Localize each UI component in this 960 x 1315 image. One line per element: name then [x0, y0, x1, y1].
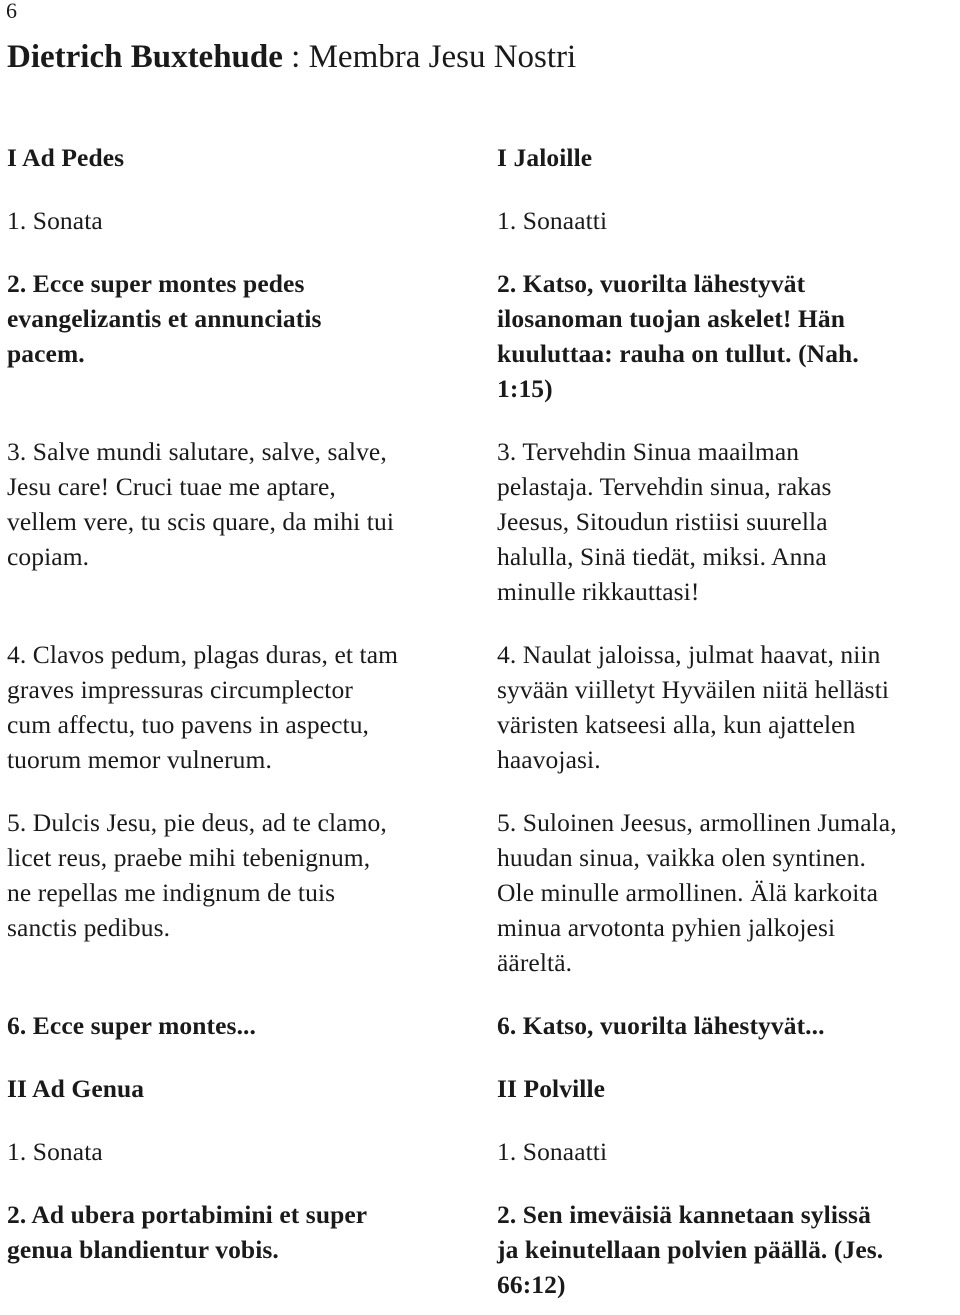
latin-s2-item1: 1. Sonata	[7, 1137, 103, 1166]
latin-section2-heading: II Ad Genua	[7, 1074, 145, 1103]
title-separator: :	[282, 39, 309, 75]
latin-s1-item4: 4. Clavos pedum, plagas duras, et tam graves impressuras circumplector cum affectu, tuo pavens in aspectu, tuorum memor vulnerum.	[7, 640, 399, 774]
latin-section1-heading: I Ad Pedes	[7, 143, 125, 172]
finnish-s1-item2: 2. Katso, vuorilta lähestyvät ilosanoman tuojan askelet! Hän kuuluttaa: rauha on tullut. (Nah. 1:15)	[497, 269, 859, 403]
finnish-s1-item5: 5. Suloinen Jeesus, armollinen Jumala, huudan sinua, vaikka olen syntinen. Ole minulle armollinen. Älä karkoita minua arvotonta pyhien jalkojesi ääreltä.	[497, 808, 897, 977]
finnish-column	[497, 140, 959, 1302]
composer-name: Dietrich Buxtehude	[7, 39, 283, 75]
page-title	[7, 36, 576, 78]
finnish-s1-item4: 4. Naulat jaloissa, julmat haavat, niin syvään viilletyt Hyväilen niitä hellästi väristen katseesi alla, kun ajattelen haavojasi.	[497, 640, 890, 774]
work-title: Membra Jesu Nostri	[308, 39, 577, 75]
finnish-s1-item1: 1. Sonaatti	[497, 206, 608, 235]
finnish-s1-item6: 6. Katso, vuorilta lähestyvät...	[497, 1011, 825, 1040]
latin-s1-item5: 5. Dulcis Jesu, pie deus, ad te clamo, licet reus, praebe mihi tebenignum, ne repellas me indignum de tuis sanctis pedibus.	[7, 808, 387, 942]
latin-s1-item2: 2. Ecce super montes pedes evangelizantis et annunciatis pacem.	[7, 269, 322, 368]
finnish-s2-item1: 1. Sonaatti	[497, 1137, 608, 1166]
latin-s1-item6: 6. Ecce super montes...	[7, 1011, 257, 1040]
latin-column	[7, 140, 467, 1267]
finnish-section2-heading: II Polville	[497, 1074, 606, 1103]
latin-s1-item1: 1. Sonata	[7, 206, 103, 235]
finnish-s1-item3: 3. Tervehdin Sinua maailman pelastaja. Tervehdin sinua, rakas Jeesus, Sitoudun ristiisi suurella halulla, Sinä tiedät, miksi. Anna minulle rikkauttasi!	[497, 437, 832, 606]
latin-s1-item3: 3. Salve mundi salutare, salve, salve, Jesu care! Cruci tuae me aptare, vellem vere, tu scis quare, da mihi tui copiam.	[7, 437, 394, 571]
finnish-section1-heading: I Jaloille	[497, 143, 593, 172]
page-number: 6	[6, 0, 17, 23]
latin-s2-item2: 2. Ad ubera portabimini et super genua blandientur vobis.	[7, 1200, 368, 1264]
finnish-s2-item2: 2. Sen imeväisiä kannetaan sylissä ja keinutellaan polvien päällä. (Jes. 66:12)	[497, 1200, 884, 1299]
